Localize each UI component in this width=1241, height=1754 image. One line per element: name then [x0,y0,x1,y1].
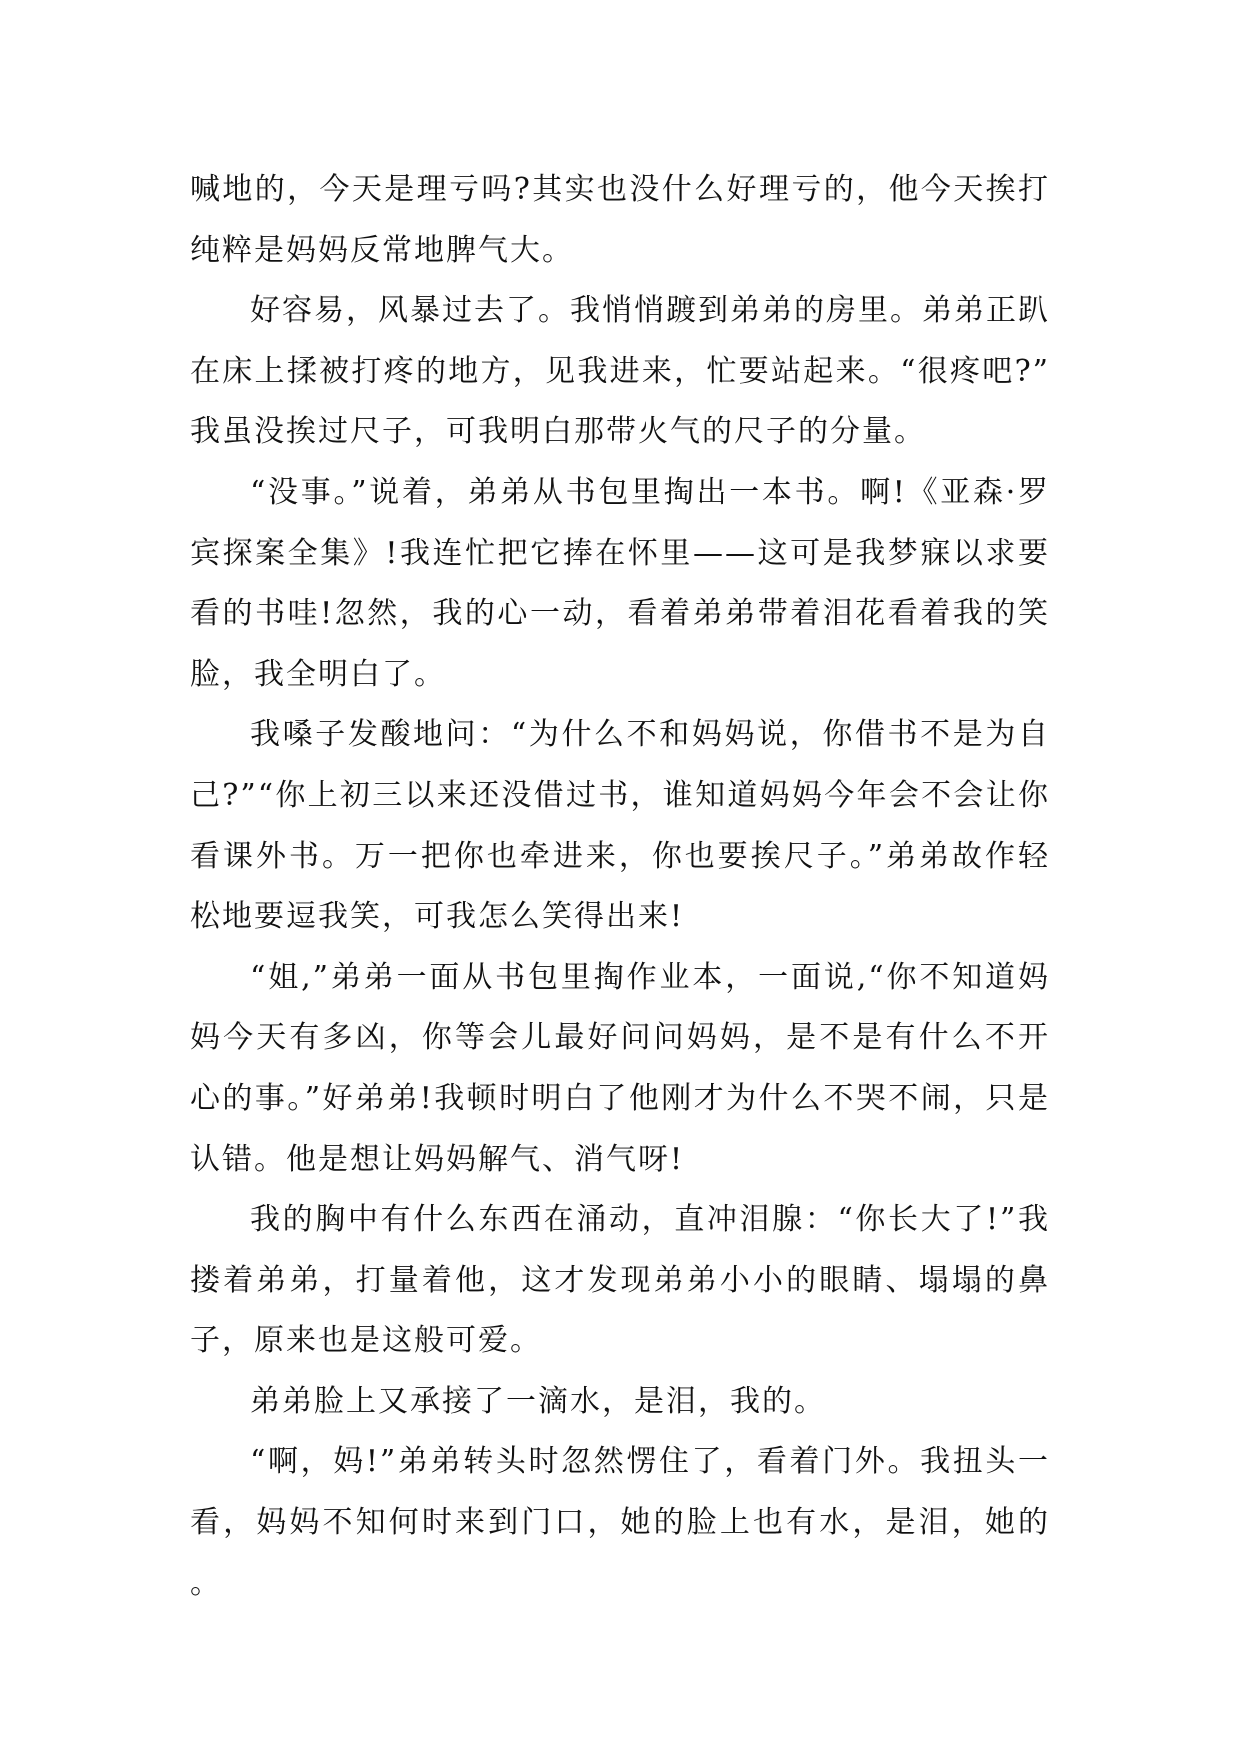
paragraph-7: 弟弟脸上又承接了一滴水，是泪，我的。 [250,1383,826,1419]
paragraph-6: 我的胸中有什么东西在涌动，直冲泪腺：“你长大了!”我搂着弟弟，打量着他，这才发现弟弟小小的眼睛、塌塌的鼻子，原来也是这般可爱。 [190,1202,1050,1359]
paragraph-3: “没事。”说着，弟弟从书包里掏出一本书。啊!《亚森·罗宾探案全集》!我连忙把它捧在怀里——这可是我梦寐以求要看的书哇!忽然，我的心一动，看着弟弟带着泪花看着我的笑脸，我全明白了。 [190,474,1050,692]
paragraph-8: “啊，妈!”弟弟转头时忽然愣住了，看着门外。我扭头一看，妈妈不知何时来到门口，她的脸上也有水，是泪，她的。 [190,1444,1050,1601]
paragraph-5: “姐,”弟弟一面从书包里掏作业本，一面说,“你不知道妈妈今天有多凶，你等会儿最好问问妈妈，是不是有什么不开心的事。”好弟弟!我顿时明白了他刚才为什么不哭不闹，只是认错。他是想让妈妈解气、消气呀! [190,959,1050,1177]
paragraph-1: 喊地的，今天是理亏吗?其实也没什么好理亏的，他今天挨打纯粹是妈妈反常地脾气大。 [190,172,1050,268]
document-body [190,160,1050,1614]
paragraph-2: 好容易，风暴过去了。我悄悄踱到弟弟的房里。弟弟正趴在床上揉被打疼的地方，见我进来，忙要站起来。“很疼吧?”我虽没挨过尺子，可我明白那带火气的尺子的分量。 [190,293,1050,450]
paragraph-4: 我嗓子发酸地问：“为什么不和妈妈说，你借书不是为自己?”“你上初三以来还没借过书，谁知道妈妈今年会不会让你看课外书。万一把你也牵进来，你也要挨尺子。”弟弟故作轻松地要逗我笑，可我怎么笑得出来! [190,717,1050,935]
